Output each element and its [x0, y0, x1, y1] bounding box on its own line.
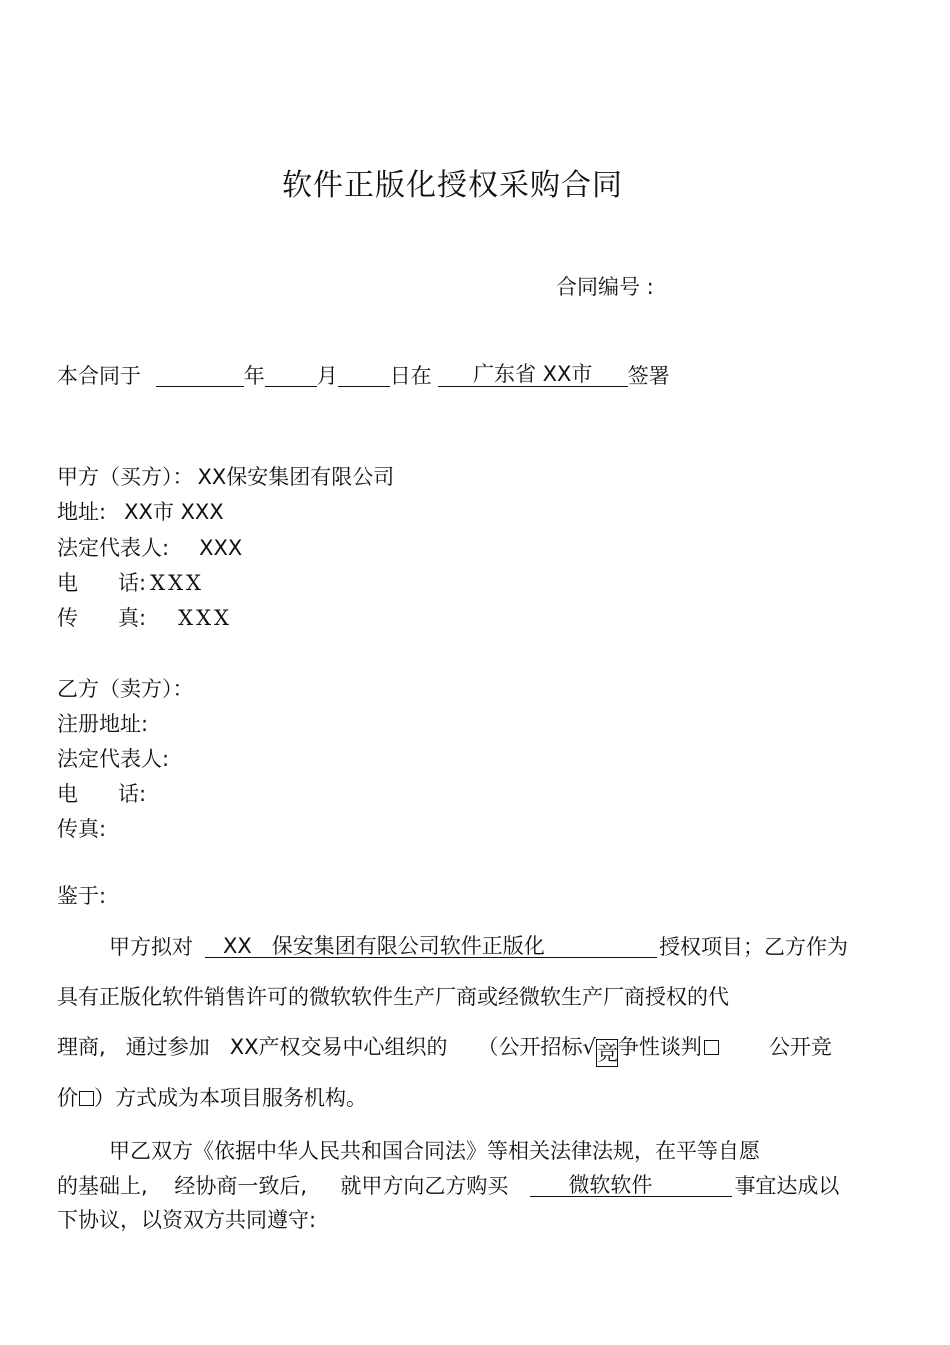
document-title: 软件正版化授权采购合同 — [282, 168, 623, 203]
party-b-rep-label: 法定代表人: — [57, 747, 170, 771]
party-a-phone: XXX — [150, 571, 204, 595]
checkbox-competitive: 竞 — [596, 1041, 618, 1065]
party-a-rep-row — [57, 538, 242, 559]
party-b-address-label: 注册地址: — [57, 712, 149, 736]
signing-place: 广东省 XX市 — [438, 364, 628, 387]
party-a-address: XX市 XXX — [124, 500, 224, 524]
open-tender-label: （公开招标 — [477, 1035, 583, 1059]
year-blank — [156, 364, 244, 387]
year-label: 年 — [243, 364, 265, 388]
party-a-name-row — [57, 467, 394, 488]
party-a-name: XX保安集团有限公司 — [197, 465, 395, 489]
party-b-phone-label: 电 话: — [57, 782, 147, 806]
party-a-name-label: 甲方（买方）： — [57, 465, 194, 489]
whereas-p2-line1: 甲乙双方《依据中华人民共和国合同法》等相关法律法规，在平等自愿 — [109, 1139, 760, 1163]
project-name: XX 保安集团有限公司软件正版化 — [205, 936, 657, 958]
open-bidding-label: 公开竞 — [768, 1035, 832, 1059]
purchase-item: 微软软件 — [530, 1175, 732, 1197]
party-a-phone-row — [57, 573, 204, 594]
bidding-label: 价 — [57, 1086, 78, 1110]
checkbox-icon — [704, 1040, 719, 1055]
party-a-fax-row — [57, 608, 232, 629]
party-a-fax-label: 传 真: — [57, 606, 147, 630]
whereas-label: 鉴于: — [57, 884, 107, 908]
signing-suffix: 签署 — [627, 364, 670, 388]
party-a-fax: XXX — [178, 606, 232, 630]
p1-line4-end: ）方式成为本项目服务机构。 — [94, 1086, 367, 1110]
whereas-p2-line3: 下协议，以资双方共同遵守: — [57, 1208, 317, 1232]
p1-end: 授权项目；乙方作为 — [659, 935, 848, 959]
checkbox-icon — [79, 1091, 94, 1106]
p2-line2-end: 事宜达成以 — [734, 1174, 840, 1198]
day-blank — [338, 364, 390, 387]
contract-number-label: 合同编号 : — [556, 275, 654, 299]
month-blank — [265, 364, 317, 387]
party-b-fax-label: 传真: — [57, 817, 107, 841]
whereas-p1-line1 — [109, 936, 848, 958]
p1-line3-start: 理商, 通过参加 XX产权交易中心组织的 — [57, 1035, 448, 1059]
whereas-p2-line2 — [57, 1175, 839, 1197]
party-a-address-row — [57, 502, 224, 523]
party-b-name-label: 乙方（卖方）： — [57, 677, 194, 701]
day-at-label: 日在 — [389, 364, 432, 388]
signing-line — [57, 364, 670, 387]
p2-line2-start: 的基础上, 经协商一致后, 就甲方向乙方购买 — [57, 1174, 509, 1198]
party-a-rep-label: 法定代表人: — [57, 536, 170, 560]
whereas-p1-line4 — [57, 1088, 367, 1109]
competitive-negotiation-label: 争性谈判 — [617, 1035, 702, 1059]
party-a-address-label: 地址: — [57, 500, 107, 524]
whereas-p1-line2: 具有正版化软件销售许可的微软软件生产厂商或经微软生产厂商授权的代 — [57, 985, 729, 1009]
party-a-phone-label: 电 话: — [57, 571, 147, 595]
whereas-p1-line3 — [57, 1037, 832, 1067]
check-mark-icon: √ — [582, 1035, 596, 1059]
month-label: 月 — [316, 364, 338, 388]
party-a-rep: XXX — [199, 536, 243, 560]
p1-start: 甲方拟对 — [109, 935, 193, 959]
signing-prefix: 本合同于 — [57, 364, 141, 388]
